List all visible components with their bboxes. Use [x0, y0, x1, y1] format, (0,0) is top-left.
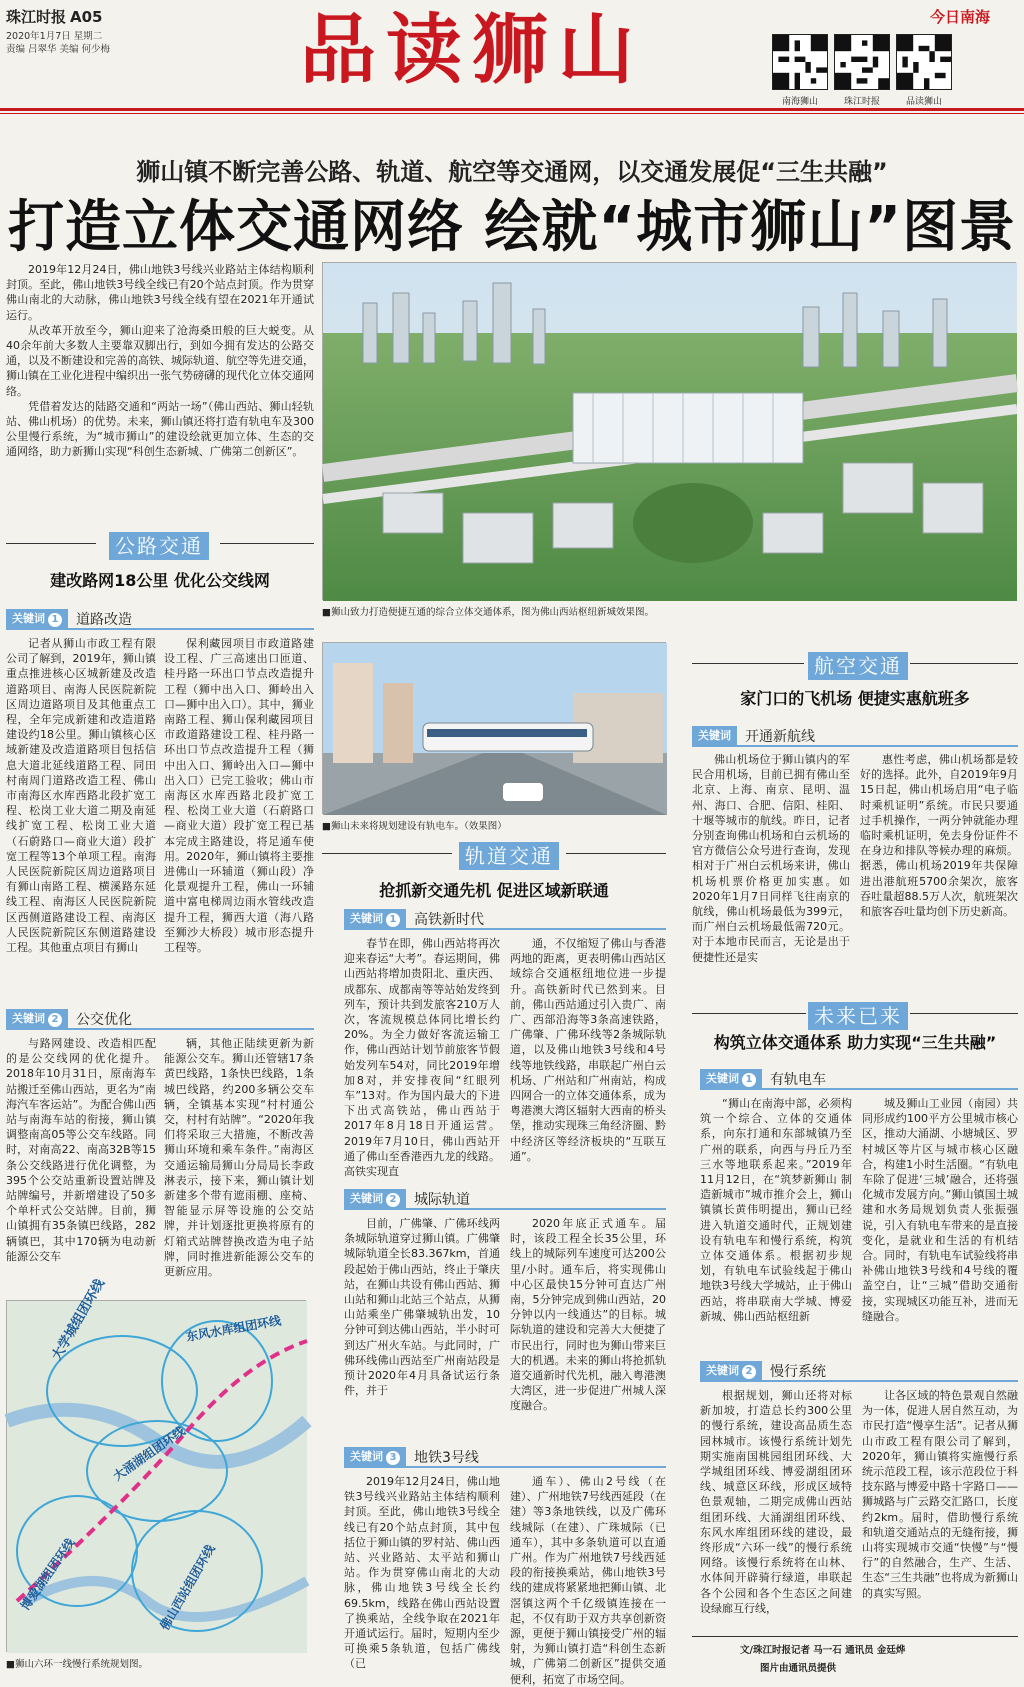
qr-code-icon[interactable]: [834, 34, 890, 90]
future-kw2-col2: 让各区域的特色景观自然融为一体，促进人居自然互动，为市民打造“慢享生活”。记者从狮山市政工程有限公司了解到，2020年，狮山镇将实施慢行系统示范段工程，该示范段位于科技东路与博爱中路十字路口——狮城路与广云路交汇路口，长度约2km。届时，借助慢行系统和轨道交通站点的无缝衔接，狮山将实现城市交通“快慢”与“慢行”的自然融合，生产、生活、生态“三生共融”也将成为新狮山的真实写照。: [862, 1389, 1018, 1600]
byline: 文/珠江时报记者 马一石 通讯员 金廷烨: [740, 1645, 906, 1656]
divider: [910, 1013, 1018, 1014]
map-label: 大涌湖组团环线: [110, 1423, 188, 1484]
map-label: 佛山西站组团环线: [157, 1542, 218, 1633]
section-heading-air: 航空交通: [806, 650, 910, 679]
qr-label: 品读狮山: [905, 97, 942, 107]
map-label: 东风水库组团环线: [185, 1313, 283, 1344]
keyword-road-1: 关键词 1 道路改造: [6, 610, 314, 630]
future-kw1-col2: 城及狮山工业园（南园）共同形成约100平方公里城市核心区，推动大涌湖、小塘城区、罗村城区等片区与城市核心区融合，构建1小时生活圈。“有轨电车除了促进‘三城’融合，还将强化城市发展方向。”狮山镇国土城建和水务局规划负责人张振强说，引入有轨电车带来的是直接变化，是就业和生活的有机结合。同时，有轨电车试验线将串补佛山地铁3号线和4号线的覆盖空白，让“三城”借助交通衔接，实现城区功能互补，进而无缝融合。: [862, 1097, 1018, 1323]
rail-kw1-col2: 通，不仅缩短了佛山与香港两地的距离，更表明佛山西站区域综合交通枢纽地位进一步提升。高铁新时代已然到来。目前，佛山西站通过引入贵广、南广、西部沿海等3条高速铁路，广佛肇、广佛环线等2条城际轨道，以及佛山地铁3号线和4号线等地铁线路，串联起广州白云机场、广州站和广州南站，构成四网合一的立体交通体系，成为粤港澳大湾区辐射大西南的桥头堡，推动实现珠三角经济圈、黔中经济区等经济板块的“互联互通”。: [510, 937, 666, 1163]
keyword-badge: 关键词 2: [6, 1009, 68, 1029]
future-kw2-col1: 根据规划，狮山还将对标新加坡，打造总长约300公里的慢行系统，建设高品质生态园林城市。该慢行系统计划先期实施南国桃园组团环线、大学城组团环线、博爱湖组团环线、城意区环线，形成区域特色景观轴，二期完成佛山西站组团环线、大涌湖组团环线、东风水库组团环线的建设，最终形成“六环一线”的慢行系统网络。该慢行系统将在山林、水体间开辟骑行绿道，串联起各个公园和各个生态区之间建设绿廊互行线，: [700, 1389, 852, 1615]
section-heading-rail: 轨道交通: [452, 840, 566, 869]
keyword-badge: 关键词 1: [344, 909, 406, 929]
keyword-badge: 关键词 1: [6, 609, 68, 629]
editors: 责编 吕翠华 美编 何少梅: [6, 44, 111, 55]
headline: 打造立体交通网络 绘就“城市狮山”图景: [7, 195, 1017, 260]
rail-kw1-col1: 春节在即，佛山西站将再次迎来春运“大考”。春运期间，佛山西站将增加贵阳北、重庆西、成都东、成都南等等站始发终到列车，预计共到发旅客210万人次，客流规模总体同比增长约20%。为全力做好客流运输工作，佛山西站计划节前旅客节假始发列车54对，同比2019年增加8对，并安排夜间“红眼列车”13对。作为国内最大的下进下出式高铁站，佛山西站于2017年8月18日开通运营。2019年7月10日，佛山西站开通了佛山至香港西九龙的线路。高铁实现直: [344, 937, 500, 1179]
rail-kw3-col2: 通车）、佛山2号线（在建）、广州地铁7号线西延段（在建）等3条地铁线，以及广佛环线城际（在建）、广珠城际（已通车），其中多条轨道可以直通广州。作为广州地铁7号线西延段的衔接换乘站，佛山地铁3号线的建成将紧紧地把狮山镇、北滘镇这两个千亿级镇连接在一起，不仅有助于双方共享创新资源，更便于狮山镇接受广州的辐射，为狮山镇打造“科创生态新城，广佛第二创新区”提供交通便利，拓宽了市场空间。: [510, 1475, 666, 1686]
qr-code-icon[interactable]: [772, 34, 828, 90]
rail-kw2-col1: 目前，广佛肇、广佛环线两条城际轨道穿过狮山镇。广佛肇城际轨道全长83.367km，首通段起始于佛山西站，终止于肇庆站，在狮山共设有佛山西站、狮山站和狮山北站三个站点，从狮山站乘坐广佛肇城轨出发，10分钟可到达佛山西站，半小时可到达广州火车站。与此同时，广佛环线佛山西站至广州南站段是预计2020年4月具备试运行条件，并于: [344, 1217, 500, 1398]
divider: [566, 853, 666, 854]
keyword-rail-3: 关键词 3 地铁3号线: [344, 1448, 666, 1468]
road-kw2-col2: 辆，其他正陆续更新为新能源公交车。狮山还管辖17条黄巴线路，1条快巴线路，1条城巴线路，约200多辆公交车辆，全镇基本实现“村村通公交，村村有站牌”。“2020年我们将采取三大措施，不断改善狮山环境和乘车条件。”南海区交通运输局狮山分局局长李政淋表示，接下来，狮山镇计划新建多个带有遮雨棚、座椅、智能显示屏等设施的公交站牌，并计划逐批更换将原有的灯箱式站牌替换改造为电子站牌，同时推进新能源公交车的更新应用。: [164, 1037, 314, 1279]
main-photo: [322, 262, 1016, 600]
divider: [692, 663, 804, 664]
newspaper-logo: 珠江时报 A05: [6, 8, 103, 26]
main-photo-caption: ■狮山致力打造便捷互通的综合立体交通体系，图为佛山西站枢纽新城效果图。: [322, 607, 654, 618]
divider: [692, 1636, 1018, 1637]
road-kw1-col1: 记者从狮山市政工程有限公司了解到，2019年，狮山镇重点推进核心区城新建及改造道路项目、南海人民医院新院区周边道路项目及其他重点工程，全年完成新建和改造道路建设约18公里。狮山镇核心区域新建及改造道路项目包括信息大道北延线道路工程、同田村南周门道路改造工程、佛山市南海区水库西路北段扩宽工程、松岗工业大道二期及南延线扩宽工程、松岗工业大道（石蔚路口—商业大道）段扩宽工程等13个单项工程。南海人民医院新院区周边道路项目有狮山南路工程、横溪路东延线工程、南海区人民医院新院区西侧道路建设工程、南海区人民医院新院区东侧道路建设工程。其他重点项目有狮山: [6, 637, 156, 955]
masthead-meta: [6, 30, 110, 56]
keyword-future-1: 关键词 1 有轨电车: [700, 1070, 1018, 1090]
keyword-badge: 关键词 3: [344, 1447, 406, 1467]
map-caption: ■狮山六环一线慢行系统规划图。: [6, 1659, 148, 1670]
tram-photo: [322, 642, 666, 814]
masthead-rule: [0, 108, 1024, 111]
keyword-badge: 关键词 2: [344, 1189, 406, 1209]
photo-credit: 图片由通讯员提供: [760, 1663, 837, 1674]
rail-kw2-col2: 2020年底正式通车。届时，该段工程全长35公里，环线上的城际列车速度可达200公里/小时。通车后，将实现佛山中心区最快15分钟可直达广州南，5分钟完成到佛山西站，20分钟以内一线通达”的目标。城际轨道的建设和完善大大便捷了市民出行，同时也为狮山带来巨大的机遇。未来的狮山将抢抓轨道交通新时代先机，融入粤港澳大湾区，进一步促进广州城人深度融合。: [510, 1217, 666, 1413]
keyword-badge: 关键词: [692, 726, 737, 746]
section-heading-future: 未来已来: [806, 1000, 910, 1029]
map-label: 博爱湖组团环线: [17, 1535, 78, 1613]
keyword-rail-2: 关键词 2 城际轨道: [344, 1190, 666, 1210]
rail-kw3-col1: 2019年12月24日，佛山地铁3号线兴业路站主体结构顺利封顶。至此，佛山地铁3号线全线已有20个站点封顶，其中包括位于狮山镇的罗村站、佛山西站、兴业路站、太平站和狮山站。作为贯穿佛山南北的大动脉，佛山地铁3号线全长约69.5km，线路在佛山西站设置了换乘站，全线争取在2021年开通试运行。届时，短期内至少可换乘5条轨道，包括广佛线（已: [344, 1475, 500, 1671]
section-subtitle-air: 家门口的飞机场 便捷实惠航班多: [740, 689, 970, 708]
divider: [6, 543, 96, 544]
divider: [220, 543, 314, 544]
qr-label: 珠江时报: [843, 97, 880, 107]
keyword-badge: 关键词 1: [700, 1069, 762, 1089]
masthead-rule-thin: [0, 113, 1024, 114]
qr-label: 南海狮山: [781, 97, 818, 107]
section-subtitle-future: 构筑立体交通体系 助力实现“三生共融”: [713, 1033, 997, 1052]
future-kw1-col1: “狮山在南海中部，必须构筑一个综合、立体的交通体系，向东打通和东部城镇乃至广州的联系，向西与丹丘乃至三水等地联系起来。”2019年11月12日，在“筑梦新狮山 制造新城市”城市推介会上，狮山镇镇长黄伟明提出，狮山已经进入轨道交通时代，正规划建设有轨电车和慢行系统，构筑立体交通体系。根据初步规划，有轨电车试验线起于佛山地铁3号线大学城站，止于佛山西站，将串联南大学城、博爱新城、佛山西站枢纽新: [700, 1097, 852, 1323]
section-subtitle-road: 建改路网18公里 优化公交线网: [50, 571, 270, 590]
headline-kicker: 狮山镇不断完善公路、轨道、航空等交通网，以交通发展促“三生共融”: [136, 158, 888, 186]
road-kw1-col2: 保利藏园项目市政道路建设工程、广三高速出口匝道、桂丹路一环出口节点改造提升工程（狮中出入口、狮岭出入口—狮中出入口）。其中，狮业南路工程、狮山保利藏园项目市政道路建设工程、桂丹路一环出口节点改造提升工程（狮中出入口、狮岭出入口—狮中出入口）已完工验收；佛山市南海区水库西路北段扩宽工程、松岗工业大道（石蔚路口—商业大道）段扩宽工程已基本完成主路建设，将足通车使用。2020年，狮山镇将主要推进佛山一环辅道（狮山段）净化景观提升工程，佛山一环辅道中富电梯周边雨水管线改造提升工程，狮西大道（海八路至狮沙大桥段）城市形态提升工程等。: [164, 637, 314, 955]
issue-date: 2020年1月7日 星期二: [6, 31, 103, 42]
page-title: 品读狮山: [300, 5, 644, 94]
divider: [322, 853, 452, 854]
divider: [692, 1013, 806, 1014]
divider: [910, 663, 1018, 664]
air-col1: 佛山机场位于狮山镇内的军民合用机场，目前已拥有佛山至北京、上海、南京、昆明、温州、海口、合肥、信阳、桂阳、十堰等城市的航线。昨日，记者分别查询佛山机场和白云机场的官方微信公众号进行查询，发现相对于广州白云机场来讲，佛山机场机票价格更加实惠。如2020年1月7日同样飞往南京的航线，佛山机场最低为399元，而广州白云机场最低需720元。对于本地市民而言，无论是出于便捷性还是实: [692, 753, 850, 964]
intro-text: 2019年12月24日，佛山地铁3号线兴业路站主体结构顺利封顶。至此，佛山地铁3号线全线已有20个站点封顶。作为贯穿佛山南北的大动脉，佛山地铁3号线全线有望在2021年开通试运行。 从改革开放至今，狮山迎来了沧海桑田般的巨大蜕变。从40余年前大多数人主要靠双脚出行，到如今拥有发达的公路交通，以及不断建设和完善的高铁、城际轨道、航空等先进交通，狮山镇在工业化进程中编织出一张气势磅礴的现代化立体交通网络。 凭借着发达的陆路交通和“两站一场”（佛山西站、狮山轻轨站、佛山机场）的优势。未来，狮山镇还将打造有轨电车及300公里慢行系统，为“城市狮山”的建设绘就更加立体、生态的交通网络，助力新狮山实现“科创生态新城、广佛第二创新区”。: [6, 263, 314, 459]
section-subtitle-rail: 抢抓新交通先机 促进区域新联通: [379, 881, 609, 900]
tram-caption: ■狮山未来将规划建设有轨电车。（效果图）: [322, 821, 507, 832]
slow-traffic-map: [6, 1276, 306, 1652]
keyword-road-2: 关键词 2 公交优化: [6, 1010, 314, 1030]
qr-code-icon[interactable]: [896, 34, 952, 90]
keyword-badge: 关键词 2: [700, 1361, 762, 1381]
keyword-air-1: 关键词 开通新航线: [692, 727, 1018, 747]
road-kw2-col1: 与路网建设、改造相匹配的是公交线网的优化提升。2018年10月31日，原南海车站搬迁至佛山西站，更名为“南海汽车客运站”。为配合佛山西站与南海车站的衔接，狮山镇调整南高05等公交车线路。同时，对南高22、南高32B等15条公交线路进行优化调整，为395个公交站重新设置站牌及站牌编号，并新增建设了50多个单杆式公交站牌。目前，狮山镇拥有35条镇巴线路，282辆镇巴，其中170辆为电动新能源公交车: [6, 1037, 156, 1263]
air-col2: 惠性考虑，佛山机场都是较好的选择。此外，自2019年9月15日起，佛山机场启用“电子临时乘机证明”系统。市民只要通过手机操作，一两分钟就能办理临时乘机证明，免去身份证件不在身边和排队等候办理的麻烦。据悉，佛山机场2019年共保障进出港航班5700余架次，旅客吞吐量超88.5万人次，航班架次和旅客吞吐量均创下历史新高。: [860, 753, 1018, 919]
map-label: 大学城组团环线: [49, 1276, 108, 1363]
keyword-future-2: 关键词 2 慢行系统: [700, 1362, 1018, 1382]
section-tag: 今日南海: [930, 8, 991, 26]
keyword-rail-1: 关键词 1 高铁新时代: [344, 910, 666, 930]
section-heading-road: 公路交通: [100, 530, 218, 559]
